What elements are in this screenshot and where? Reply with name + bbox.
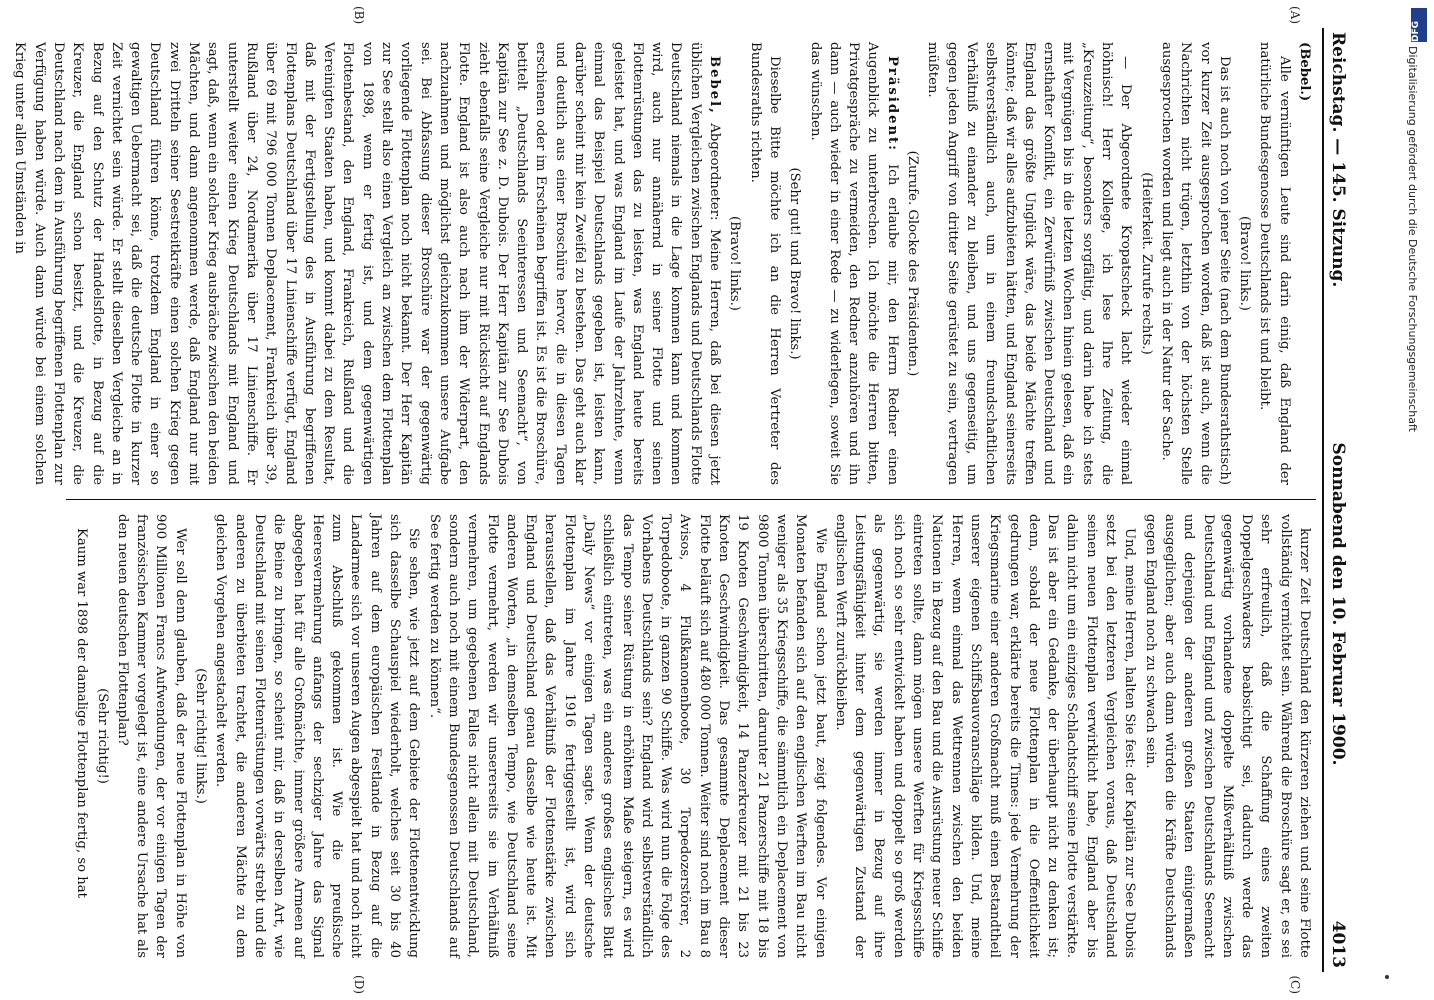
right-column: [66, 500, 1316, 972]
speaker-label: (Bebel.): [1297, 42, 1312, 102]
digitization-credit: Digitalisierung gefördert durch die Deutsche Forschungsgemeinschaft: [1406, 46, 1419, 432]
margin-marker-d: (D): [352, 975, 366, 994]
interjection: (Heiterkeit. Zurufe rechts.): [1138, 172, 1154, 355]
interjection: (Sehr richtig! links.): [193, 668, 209, 804]
body-paragraph: Kaum war 1898 der damalige Flottenplan fertig, so hat: [74, 528, 90, 898]
header-left: Reichstag. — 145. Sitzung.: [1328, 32, 1348, 288]
interjection: (Zurufe. Glocke des Präsidenten.): [905, 150, 921, 377]
speaker-name: Präsident:: [884, 56, 900, 153]
interjection: (Bravo! links.): [727, 216, 743, 311]
speech-paragraph: [805, 42, 901, 485]
page-number: 4013: [1328, 920, 1348, 968]
margin-marker-b: (B): [352, 6, 366, 25]
scan-speck: [1385, 975, 1389, 979]
speech-text: Ich erlaube mir, den Herrn Redner einen Augenblick zu unterbrechen. Ich möchte die Herren bitten, Privatgespräche zu vermeiden, den Redner anzuhören und ihn dann — auch wieder in einer Rede — zu widerlegen, soweit Sie das wünschen.: [807, 42, 900, 486]
body-paragraph: Dieselbe Bitte möchte ich an die Herren Vertreter des Bundesraths richten.: [747, 42, 782, 485]
interjection: (Sehr gut! und Bravo! links.): [787, 167, 803, 360]
left-column: [12, 28, 1316, 500]
body-paragraph: Sie sehen, wie jetzt auf dem Gebiete der Flottenentwicklung sich dasselbe Schauspiel wiederholt, welches seit 30 bis 40 Jahren auf dem europäischen Festlande in Bezug auf die Landarmee sich vor unseren Augen abgespielt hat und noch nicht zum Abschluß gekommen ist. Wie die preußische Heeresvermehrung anfangs der sechziger Jahre das Signal abgegeben hat für alle Großmächte, immer größere Armeen auf die Beine zu bringen, so scheint mir, daß in derselben Art, wie Deutschland mit seinen Flottenrüstungen vorwärts strebt und die anderen zu überbieten trachtet, die anderen Mächte zu dem gleichen Vorgehen angestachelt werden.: [213, 514, 422, 958]
body-paragraph: — Der Abgeordnete Kropatscheck lacht wieder einmal höhnisch! Herr Kollege, ich lese Ihre Zeitung, die „Kreuzzeitung“, besonders sorgfältig, und darin habe ich stets mit Vergnügen bis in die letzten Wochen hinein gelesen, daß ein ernsthafter Konflikt, ein Zerwürfniß zwischen Deutschland und England das größte Unglück wäre, das beide Mächte treffen könnte; daß wir alles aufzubieten hätten, und England seinerseits selbstverständlich auch, um in einem freundschaftlichen Verhältniß zu einander zu bleiben, und uns gegenseitig, um gegen jeden Angriff von dritter Seite gerüstet zu sein, vertragen müßten.: [925, 42, 1134, 485]
body-paragraph: kurzer Zeit Deutschland den kürzeren ziehen und seine Flotte vollständig vernichtet sein. Während die Broschüre sagt er, es sei sehr erfreulich, daß die Schaffung eines zweiten Doppelgeschwaders beabsichtigt sei, dadurch werde das gegenwärtig vorhandene doppelte Mißverhältniß zwischen Deutschland und England und zwischen Deutschlands Seemacht und derjenigen der anderen großen Staaten einigermaßen ausgeglichen; aber auch dann würden die Kräfte Deutschlands gegen England noch zu schwach sein.: [1142, 514, 1312, 958]
body-paragraph: Wie England schon jetzt baut, zeigt folgendes. Vor einigen Monaten befanden sich auf den englischen Werften im Bau nicht weniger als 35 Kriegsschiffe, die sämmtlich ein Deplacement von 9800 Tonnen überschritten, darunter 21 Panzerschiffe mit 18 bis 19 Knoten Geschwindigkeit, 14 Panzerkreuzer mit 21 bis 23 Knoten Geschwindigkeit. Das gesammte Deplacement dieser Flotte beläuft sich auf 480 000 Tonnen. Weiter sind noch im Bau 8 Avisos, 4 Flußkanonenboote, 30 Torpedozerstörer, 2 Torpedoboote, in ganzen 90 Schiffe. Was wird nun die Folge des Vorhabens Deutschlands sein? England wird selbstverständlich das Tempo seiner Rüstung in erhöhtem Maße steigern, es wird schließlich eintreten, was ein anderes großes englisches Blatt „Daily News“ vor einigen Tagen sagte. Wenn der deutsche Flottenplan im Jahre 1916 fertiggestellt ist, wird sich herausstellen, daß das Verhältniß der Flottenstärke zwischen England und Deutschland genau dasselbe wie heute ist. Mit anderen Worten, „in demselben Tempo, wie Deutschland seine Flotte vermehrt, werden wir unsererseits sie im Verhältniß vermehren, um gegebenen Falles nicht allein mit Deutschland, sondern auch noch mit einem Bundesgenossen Deutschlands auf See fertig werden zu können“.: [426, 514, 828, 958]
body-paragraph: Und, meine Herren, halten Sie fest: der Kapitän zur See Dubois setzt bei den letzteren Vergleichen voraus, daß Deutschland seinen neuen Flottenplan verwirklicht habe, England aber bis dahin nicht um ein einziges Schlachtschiff seine Flotte verstärkte. Das ist aber ein Gedanke, der überhaupt nicht zu denken ist; denn, sobald der neue Flottenplan in die Oeffentlichkeit gedrungen war, erklärte bereits die Times: jede Vermehrung der Kriegsmarine einer anderen Großmacht muß einen Bestandtheil unserer eigenen Schiffsbauvoranschläge bilden. Und, meine Herren, wenn einmal das Wettrennen zwischen den beiden Nationen in Bezug auf den Bau und die Ausrüstung neuer Schiffe eintreten sollte, dann mögen unsere Werften für Kriegsschiffe sich noch so sehr entwickelt haben und doppelt so groß werden als gegenwärtig, sie werden immer in Bezug auf ihre Leistungsfähigkeit hinter dem gegenwärtigen Zustand der englischen Werft zurückbleiben.: [832, 514, 1138, 958]
interjection: (Bravo! links.): [1237, 216, 1253, 311]
text-columns: [12, 6, 1316, 994]
speaker-name: Bebel,: [707, 56, 723, 115]
speech-text: Abgeordneter: Meine Herren, daß bei diesen jetzt üblichen Vergleichen zwischen Englands und Deutschlands Flotte Deutschland niemals in die Lage kommen kann und kommen wird, auch nur annähernd in seiner Flotte und seinen Flottenrüstungen das zu leisten, was England heute bereits geleistet hat, und was England im Laufe der Jahrzehnte, wenn einmal das Beispiel Deutschlands gegeben ist, leisten kann, darüber scheint mir kein Zweifel zu bestehen. Das geht auch klar und deutlich aus einer Broschüre hervor, die in diesen Tagen erschienen oder im Erscheinen begriffen ist. Es ist die Broschüre, betitelt „Deutschlands Seeinteressen und Seemacht“, von Kapitän zur See z. D. Dubois. Der Herr Kapitän zur See Dubois zieht ebenfalls seine Vergleiche nur mit Rücksicht auf Englands Flotte. England ist also auch nach ihm der Widerpart, den nachzuahmen und möglichst gleichzukommen unsere Aufgabe sei. Bei Abfassung dieser Broschüre war der gegenwärtig vorliegende Flottenplan noch nicht bekannt. Der Herr Kapitän zur See stellt also einen Vergleich an zwischen dem Flottenplan von 1898, wenn er fertig ist, und dem gegenwärtigen Flottenbestand, den England, Frankreich, Rußland und die Vereinigten Staaten haben, und kommt dabei zu dem Resultat, daß mit der Fertigstellung des in Ausführung begriffenen Flottenplans Deutschland über 17 Linienschiffe verfügt, England über 69 mit 796 000 Tonnen Deplacement, Frankreich über 39, Rußland über 24, Nordamerika über 17 Linienschiffe. Er unterstellt weiter einen Krieg Deutschlands mit England und sagt, daß, wenn ein solcher Krieg ausbräche zwischen den beiden Mächten, und dann angenommen werde, daß England nur mit zwei Dritteln seiner Seestreitkräfte einen solchen Krieg gegen Deutschland führen könne, trotzdem England in einer so gewaltigen Uebermacht sei, daß die deutsche Flotte in kurzer Zeit vernichtet sein würde. Er stellt dieselben Vergleiche an in Bezug auf den Schutz der Handelsflotte, in Bezug auf die Kreuzer, die England schon besitzt, und die Kreuzer, die Deutschland nach dem in Ausführung begriffenen Flottenplan zur Verfügung haben würde. Auch dann würde bei einem solchen Krieg unter allen Umständen in: [12, 42, 723, 485]
margin-marker-c: (C): [1288, 975, 1302, 994]
interjection: (Sehr richtig!): [94, 688, 110, 784]
rotated-newspaper-page: [12, 0, 1370, 1000]
dfg-logo-text: DFG: [1411, 20, 1421, 42]
body-paragraph: Alle vernünftigen Leute sind darin einig, daß England der natürliche Bundesgenosse Deutschlands ist und bleibt.: [1257, 42, 1292, 485]
margin-marker-a: (A): [1288, 6, 1302, 25]
body-paragraph: Das ist auch noch von jener Seite (nach dem Bundesrathstisch) vor kurzer Zeit ausgesprochen worden, daß ist auch, wenn die Nachrichten nicht trügen, letzthin von der höchsten Stelle ausgesprochen worden und liegt auch in der Natur der Sache.: [1158, 42, 1232, 485]
page-header: [1322, 28, 1348, 972]
header-date: Sonnabend den 10. Februar 1900.: [1328, 442, 1348, 766]
dfg-logo: [1411, 8, 1427, 42]
speech-paragraph: [10, 42, 724, 485]
body-paragraph: Wer soll denn glauben, daß der neue Flottenplan in Höhe von 900 Millionen Francs Aufwendungen, der vor einigen Tagen der französischen Kammer vorgelegt ist, eine andere Ursache hat als den neuen deutschen Flottenplan?: [114, 514, 188, 958]
